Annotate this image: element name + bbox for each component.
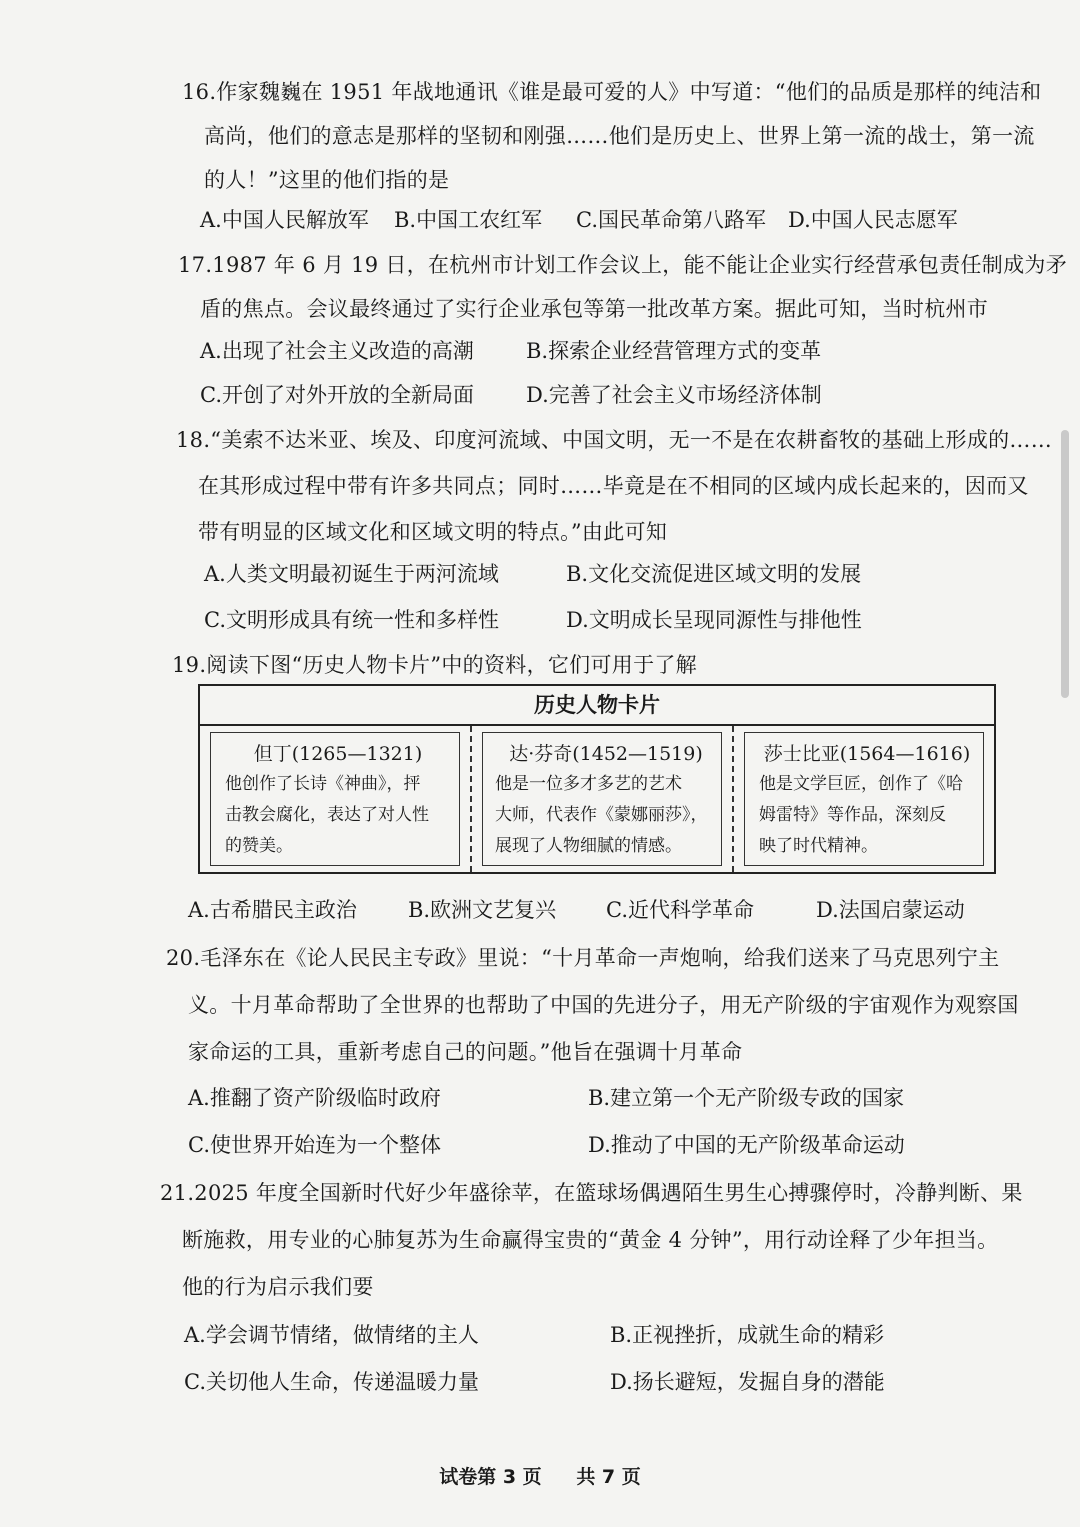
question-16-line: 高尚，他们的意志是那样的坚韧和刚强……他们是历史上、世界上第一流的战士，第一流 bbox=[204, 124, 1035, 148]
question-16-line: 16.作家魏巍在 1951 年战地通讯《谁是最可爱的人》中写道：“他们的品质是那样的纯洁和 bbox=[182, 80, 1042, 104]
question-20-line: 20.毛泽东在《论人民民主专政》里说：“十月革命一声炮响，给我们送来了马克思列宁主 bbox=[166, 946, 1000, 970]
person-desc-line: 的赞美。 bbox=[225, 836, 293, 856]
question-20 bbox=[166, 935, 1019, 1076]
option-a: A.古希腊民主政治 bbox=[188, 898, 357, 922]
question-21-line: 他的行为启示我们要 bbox=[182, 1275, 374, 1299]
scrollbar[interactable] bbox=[1061, 430, 1069, 698]
option-b: B.欧洲文艺复兴 bbox=[408, 898, 557, 922]
question-16-options bbox=[200, 198, 1000, 244]
question-17-line: 17.1987 年 6 月 19 日，在杭州市计划工作会议上，能不能让企业实行经营承包责任制成为矛 bbox=[178, 253, 1067, 277]
person-desc-line: 姆雷特》等作品，深刻反 bbox=[759, 805, 946, 825]
option-d: D.文明成长呈现同源性与排他性 bbox=[566, 608, 862, 632]
question-16 bbox=[182, 70, 1041, 202]
option-c: C.国民革命第八路军 bbox=[576, 208, 766, 232]
person-desc bbox=[759, 769, 975, 862]
card-title: 历史人物卡片 bbox=[200, 686, 994, 726]
person-desc-line: 映了时代精神。 bbox=[759, 836, 878, 856]
person-desc-line: 他是一位多才多艺的艺术 bbox=[495, 774, 682, 794]
option-c: C.开创了对外开放的全新局面 bbox=[200, 383, 474, 407]
person-desc-line: 展现了人物细腻的情感。 bbox=[495, 836, 682, 856]
page-number: 试卷第 3 页 bbox=[439, 1466, 542, 1488]
option-d: D.法国启蒙运动 bbox=[816, 898, 965, 922]
option-a: A.推翻了资产阶级临时政府 bbox=[188, 1086, 441, 1110]
card-person-da-vinci bbox=[482, 732, 722, 866]
option-d: D.扬长避短，发掘自身的潜能 bbox=[610, 1370, 885, 1394]
option-c: C.关切他人生命，传递温暖力量 bbox=[184, 1370, 479, 1394]
option-b: B.正视挫折，成就生命的精彩 bbox=[610, 1323, 885, 1347]
person-name: 达·芬奇(1452—1519) bbox=[509, 743, 703, 765]
person-desc bbox=[225, 769, 451, 862]
question-21-options bbox=[184, 1313, 1004, 1407]
person-desc-line: 他创作了长诗《神曲》，抨 bbox=[225, 774, 421, 794]
person-desc-line: 击教会腐化，表达了对人性 bbox=[225, 805, 429, 825]
option-c: C.使世界开始连为一个整体 bbox=[188, 1133, 441, 1157]
person-name: 莎士比亚(1564—1616) bbox=[763, 743, 971, 765]
question-20-line: 义。十月革命帮助了全世界的也帮助了中国的先进分子，用无产阶级的宇宙观作为观察国 bbox=[188, 993, 1019, 1017]
question-21-line: 21.2025 年度全国新时代好少年盛徐苹，在篮球场偶遇陌生男生心搏骤停时，冷静判断、果 bbox=[160, 1181, 1023, 1205]
question-19-options bbox=[188, 888, 1008, 934]
card-divider bbox=[470, 726, 472, 872]
history-figure-card bbox=[198, 684, 996, 874]
option-a: A.学会调节情绪，做情绪的主人 bbox=[184, 1323, 479, 1347]
question-18-options bbox=[204, 552, 1004, 644]
question-18-line: 带有明显的区域文化和区域文明的特点。”由此可知 bbox=[198, 520, 668, 544]
question-17 bbox=[178, 243, 1067, 331]
person-desc-line: 大师，代表作《蒙娜丽莎》， bbox=[495, 805, 708, 825]
card-person-dante bbox=[210, 732, 460, 866]
option-c: C.近代科学革命 bbox=[606, 898, 754, 922]
question-21-line: 断施救，用专业的心肺复苏为生命赢得宝贵的“黄金 4 分钟”，用行动诠释了少年担当。 bbox=[182, 1228, 999, 1252]
option-a: A.人类文明最初诞生于两河流域 bbox=[204, 562, 499, 586]
option-b: B.建立第一个无产阶级专政的国家 bbox=[588, 1086, 905, 1110]
card-divider bbox=[732, 726, 734, 872]
question-18 bbox=[176, 417, 1052, 555]
page-footer bbox=[0, 1462, 1080, 1489]
option-b: B.探索企业经营管理方式的变革 bbox=[526, 339, 822, 363]
person-name: 但丁(1265—1321) bbox=[253, 743, 423, 765]
question-17-line: 盾的焦点。会议最终通过了实行企业承包等第一批改革方案。据此可知，当时杭州市 bbox=[200, 297, 989, 321]
question-19 bbox=[172, 643, 697, 687]
question-16-line: 的人！”这里的他们指的是 bbox=[204, 168, 450, 192]
question-19-line: 19.阅读下图“历史人物卡片”中的资料，它们可用于了解 bbox=[172, 653, 697, 677]
question-20-line: 家命运的工具，重新考虑自己的问题。”他旨在强调十月革命 bbox=[188, 1040, 743, 1064]
option-a: A.出现了社会主义改造的高潮 bbox=[200, 339, 474, 363]
total-pages: 共 7 页 bbox=[576, 1466, 641, 1488]
question-17-options bbox=[200, 329, 1000, 417]
option-b: B.中国工农红军 bbox=[394, 208, 543, 232]
person-desc bbox=[495, 769, 717, 862]
option-d: D.推动了中国的无产阶级革命运动 bbox=[588, 1133, 905, 1157]
option-b: B.文化交流促进区域文明的发展 bbox=[566, 562, 862, 586]
card-person-shakespeare bbox=[744, 732, 984, 866]
question-21 bbox=[160, 1170, 1023, 1311]
person-desc-line: 他是文学巨匠，创作了《哈 bbox=[759, 774, 963, 794]
option-d: D.中国人民志愿军 bbox=[788, 208, 958, 232]
question-18-line: 18.“美索不达米亚、埃及、印度河流域、中国文明，无一不是在农耕畜牧的基础上形成的…… bbox=[176, 428, 1053, 452]
question-18-line: 在其形成过程中带有许多共同点；同时……毕竟是在不相同的区域内成长起来的，因而又 bbox=[198, 474, 1029, 498]
option-c: C.文明形成具有统一性和多样性 bbox=[204, 608, 499, 632]
option-d: D.完善了社会主义市场经济体制 bbox=[526, 383, 822, 407]
card-body bbox=[200, 726, 994, 876]
option-a: A.中国人民解放军 bbox=[200, 208, 369, 232]
question-20-options bbox=[188, 1076, 1008, 1170]
